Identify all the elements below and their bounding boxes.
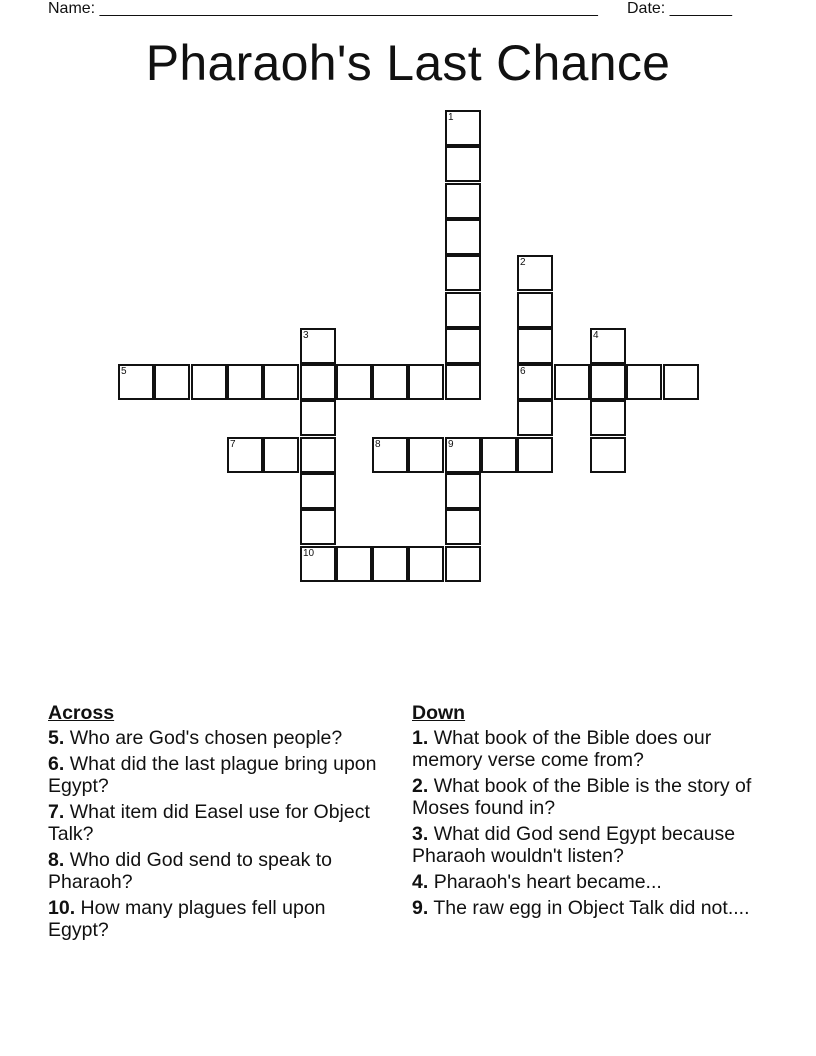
grid-cell[interactable] [445, 328, 481, 364]
clue-across-8 [48, 849, 388, 893]
clue-number-label: 7 [230, 439, 236, 450]
clue-text: How many plagues fell upon Egypt? [48, 897, 326, 941]
grid-cell[interactable] [372, 364, 408, 400]
clue-number-label: 6 [520, 366, 526, 377]
clue-text: Pharaoh's heart became... [433, 871, 662, 893]
grid-cell[interactable] [300, 364, 336, 400]
clue-number-label: 4 [593, 330, 599, 341]
grid-cell[interactable] [481, 437, 517, 473]
grid-cell[interactable] [445, 364, 481, 400]
grid-cell[interactable] [300, 473, 336, 509]
clue-down-9 [412, 897, 752, 919]
grid-cell[interactable] [445, 183, 481, 219]
down-clues [412, 702, 752, 923]
clue-text: What book of the Bible does our memory verse come from? [412, 727, 712, 771]
grid-cell[interactable] [227, 364, 263, 400]
grid-cell[interactable] [445, 292, 481, 328]
clue-down-4 [412, 871, 752, 893]
grid-cell[interactable] [517, 437, 553, 473]
grid-cell[interactable] [336, 546, 372, 582]
clue-down-1 [412, 727, 752, 771]
grid-cell[interactable] [663, 364, 699, 400]
clue-number: 2. [412, 775, 429, 797]
clue-text: The raw egg in Object Talk did not.... [433, 897, 750, 919]
grid-cell[interactable] [445, 110, 481, 146]
clue-number-label: 8 [375, 439, 381, 450]
down-heading: Down [412, 702, 466, 724]
grid-cell[interactable] [408, 437, 444, 473]
grid-cell[interactable] [590, 437, 626, 473]
clue-across-6 [48, 753, 388, 797]
grid-cell[interactable] [372, 546, 408, 582]
clue-text: Who did God send to speak to Pharaoh? [48, 849, 333, 893]
clue-text: Who are God's chosen people? [69, 727, 343, 749]
clue-text: What book of the Bible is the story of Moses found in? [412, 775, 752, 819]
clue-down-3 [412, 823, 752, 867]
grid-cell[interactable] [517, 364, 553, 400]
grid-cell[interactable] [445, 509, 481, 545]
clue-number: 9. [412, 897, 429, 919]
clue-number: 1. [412, 727, 429, 749]
grid-cell[interactable] [263, 437, 299, 473]
grid-cell[interactable] [445, 437, 481, 473]
grid-cell[interactable] [372, 437, 408, 473]
clue-number: 5. [48, 727, 65, 749]
grid-cell[interactable] [517, 292, 553, 328]
grid-cell[interactable] [300, 509, 336, 545]
clue-number-label: 2 [520, 257, 526, 268]
grid-cell[interactable] [445, 546, 481, 582]
grid-cell[interactable] [626, 364, 662, 400]
grid-cell[interactable] [517, 400, 553, 436]
clue-number-label: 5 [121, 366, 127, 377]
clue-number: 3. [412, 823, 429, 845]
grid-cell[interactable] [517, 328, 553, 364]
grid-cell[interactable] [590, 328, 626, 364]
grid-cell[interactable] [336, 364, 372, 400]
grid-cell[interactable] [445, 146, 481, 182]
clue-number: 10. [48, 897, 76, 919]
clue-number-label: 10 [303, 548, 315, 559]
clue-number-label: 9 [448, 439, 454, 450]
across-heading: Across [48, 702, 115, 724]
name-field[interactable]: Name: ________________________________________________________ [48, 0, 598, 17]
grid-cell[interactable] [590, 400, 626, 436]
date-field[interactable]: Date: _______ [627, 0, 732, 17]
grid-cell[interactable] [554, 364, 590, 400]
grid-cell[interactable] [263, 364, 299, 400]
grid-cell[interactable] [154, 364, 190, 400]
grid-cell[interactable] [118, 364, 154, 400]
puzzle-title: Pharaoh's Last Chance [145, 35, 671, 91]
clue-number: 6. [48, 753, 65, 775]
grid-cell[interactable] [191, 364, 227, 400]
clue-text: What did the last plague bring upon Egypt? [48, 753, 377, 797]
clue-across-5 [48, 727, 388, 749]
grid-cell[interactable] [445, 219, 481, 255]
grid-cell[interactable] [227, 437, 263, 473]
grid-cell[interactable] [445, 473, 481, 509]
grid-cell[interactable] [408, 364, 444, 400]
clue-across-7 [48, 801, 388, 845]
grid-cell[interactable] [517, 255, 553, 291]
clue-text: What did God send Egypt because Pharaoh wouldn't listen? [412, 823, 736, 867]
grid-cell[interactable] [300, 437, 336, 473]
clue-down-2 [412, 775, 752, 819]
clue-number: 4. [412, 871, 429, 893]
clue-number: 7. [48, 801, 65, 823]
clue-number-label: 1 [448, 112, 454, 123]
clue-text: What item did Easel use for Object Talk? [48, 801, 370, 845]
clue-number: 8. [48, 849, 65, 871]
grid-cell[interactable] [590, 364, 626, 400]
grid-cell[interactable] [300, 546, 336, 582]
clue-across-10 [48, 897, 388, 941]
clue-number-label: 3 [303, 330, 309, 341]
grid-cell[interactable] [300, 400, 336, 436]
across-clues [48, 702, 388, 945]
grid-cell[interactable] [300, 328, 336, 364]
grid-cell[interactable] [445, 255, 481, 291]
grid-cell[interactable] [408, 546, 444, 582]
